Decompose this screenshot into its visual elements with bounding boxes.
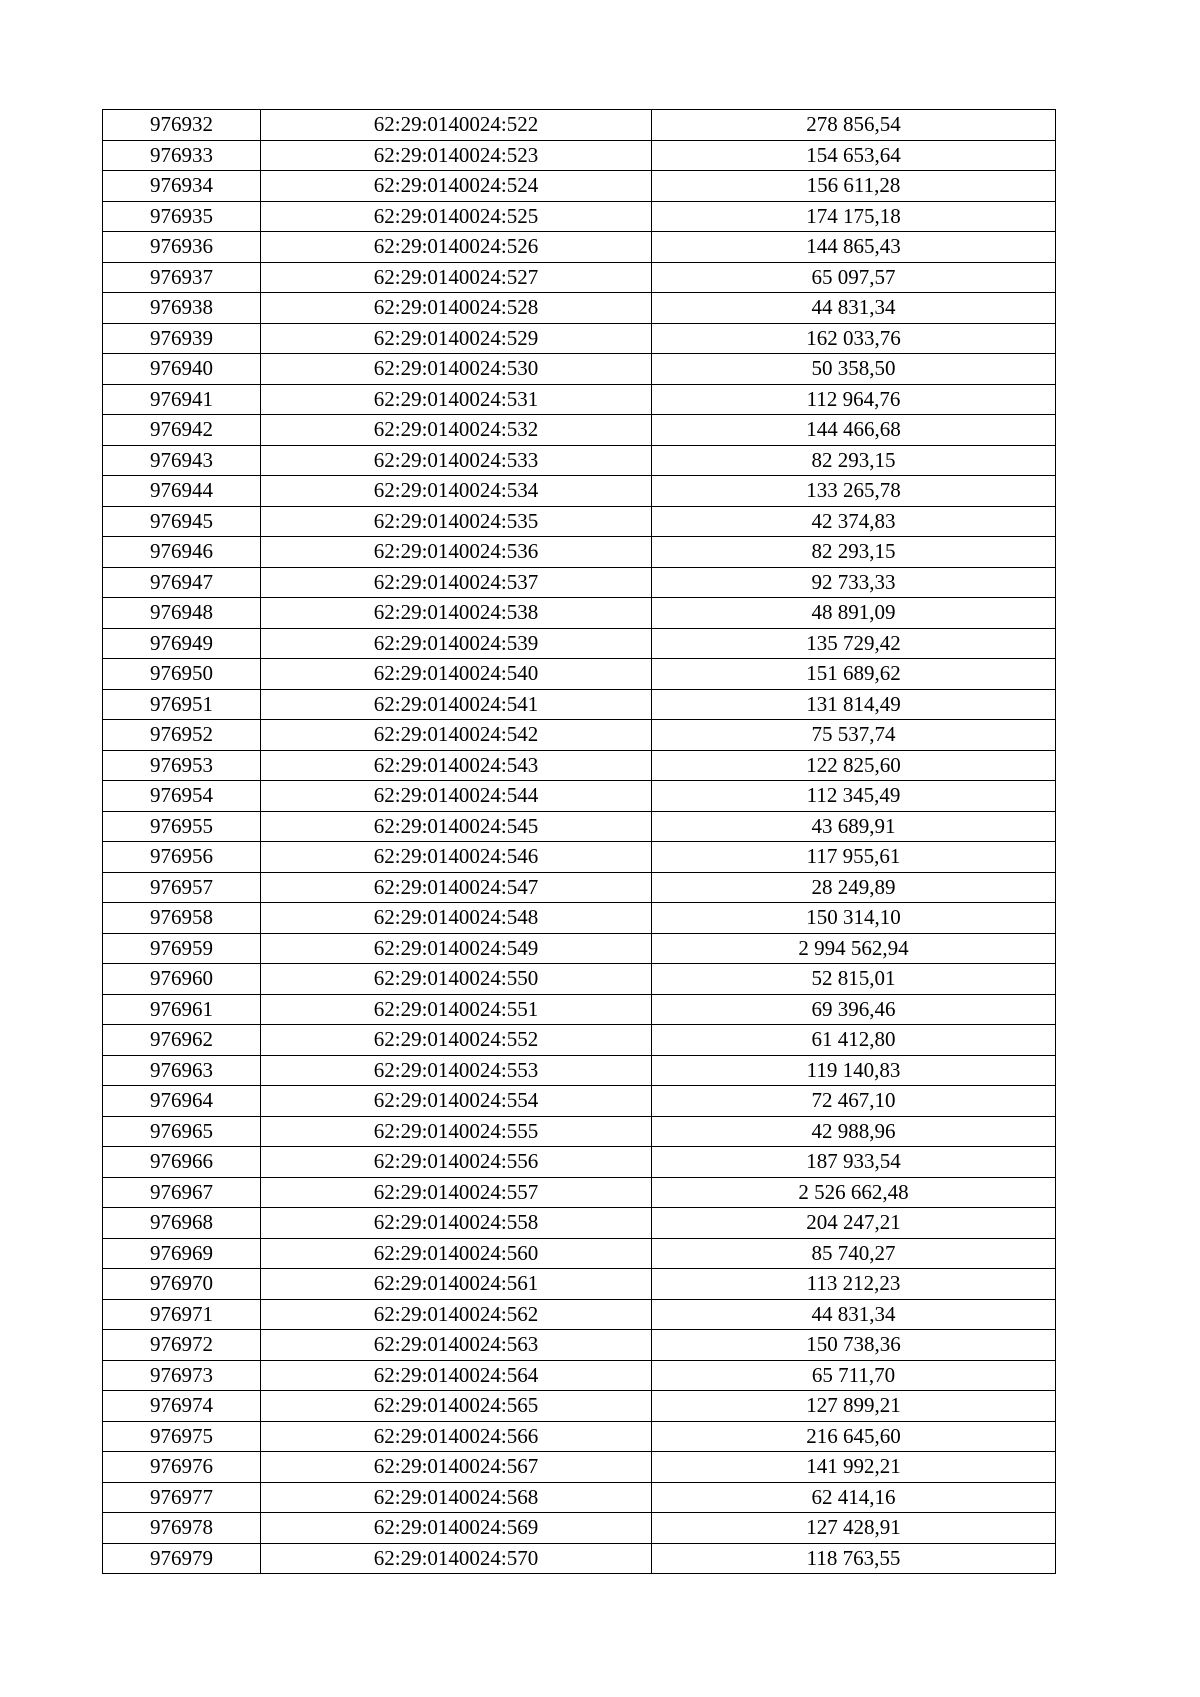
table-row bbox=[103, 1238, 1056, 1269]
cadastral-number-cell: 62:29:0140024:531 bbox=[261, 384, 652, 415]
table-row bbox=[103, 354, 1056, 385]
value-cell: 150 738,36 bbox=[652, 1330, 1056, 1361]
value-cell: 135 729,42 bbox=[652, 628, 1056, 659]
cadastral-number-cell: 62:29:0140024:556 bbox=[261, 1147, 652, 1178]
table-row bbox=[103, 201, 1056, 232]
value-cell: 118 763,55 bbox=[652, 1543, 1056, 1574]
value-cell: 62 414,16 bbox=[652, 1482, 1056, 1513]
row-number-cell: 976977 bbox=[103, 1482, 261, 1513]
row-number-cell: 976972 bbox=[103, 1330, 261, 1361]
table-row bbox=[103, 415, 1056, 446]
value-cell: 122 825,60 bbox=[652, 750, 1056, 781]
value-cell: 127 428,91 bbox=[652, 1513, 1056, 1544]
cadastral-number-cell: 62:29:0140024:563 bbox=[261, 1330, 652, 1361]
value-cell: 154 653,64 bbox=[652, 140, 1056, 171]
table-row bbox=[103, 964, 1056, 995]
row-number-cell: 976953 bbox=[103, 750, 261, 781]
table-row bbox=[103, 750, 1056, 781]
table-row bbox=[103, 567, 1056, 598]
value-cell: 85 740,27 bbox=[652, 1238, 1056, 1269]
table-row bbox=[103, 598, 1056, 629]
table-row bbox=[103, 720, 1056, 751]
table-body bbox=[103, 110, 1056, 1574]
value-cell: 204 247,21 bbox=[652, 1208, 1056, 1239]
row-number-cell: 976940 bbox=[103, 354, 261, 385]
table-row bbox=[103, 445, 1056, 476]
table-row bbox=[103, 323, 1056, 354]
value-cell: 187 933,54 bbox=[652, 1147, 1056, 1178]
table-row bbox=[103, 842, 1056, 873]
cadastral-number-cell: 62:29:0140024:552 bbox=[261, 1025, 652, 1056]
value-cell: 82 293,15 bbox=[652, 537, 1056, 568]
cadastral-number-cell: 62:29:0140024:532 bbox=[261, 415, 652, 446]
row-number-cell: 976947 bbox=[103, 567, 261, 598]
table-row bbox=[103, 537, 1056, 568]
row-number-cell: 976965 bbox=[103, 1116, 261, 1147]
row-number-cell: 976944 bbox=[103, 476, 261, 507]
cadastral-number-cell: 62:29:0140024:565 bbox=[261, 1391, 652, 1422]
value-cell: 50 358,50 bbox=[652, 354, 1056, 385]
table-row bbox=[103, 659, 1056, 690]
row-number-cell: 976969 bbox=[103, 1238, 261, 1269]
cadastral-number-cell: 62:29:0140024:555 bbox=[261, 1116, 652, 1147]
value-cell: 150 314,10 bbox=[652, 903, 1056, 934]
row-number-cell: 976968 bbox=[103, 1208, 261, 1239]
table-row bbox=[103, 140, 1056, 171]
value-cell: 117 955,61 bbox=[652, 842, 1056, 873]
cadastral-number-cell: 62:29:0140024:554 bbox=[261, 1086, 652, 1117]
table-row bbox=[103, 1147, 1056, 1178]
cadastral-number-cell: 62:29:0140024:570 bbox=[261, 1543, 652, 1574]
table-row bbox=[103, 506, 1056, 537]
value-cell: 2 526 662,48 bbox=[652, 1177, 1056, 1208]
cadastral-number-cell: 62:29:0140024:542 bbox=[261, 720, 652, 751]
table-row bbox=[103, 994, 1056, 1025]
value-cell: 127 899,21 bbox=[652, 1391, 1056, 1422]
value-cell: 28 249,89 bbox=[652, 872, 1056, 903]
cadastral-number-cell: 62:29:0140024:541 bbox=[261, 689, 652, 720]
value-cell: 48 891,09 bbox=[652, 598, 1056, 629]
table-row bbox=[103, 262, 1056, 293]
cadastral-number-cell: 62:29:0140024:547 bbox=[261, 872, 652, 903]
table-row bbox=[103, 781, 1056, 812]
cadastral-number-cell: 62:29:0140024:537 bbox=[261, 567, 652, 598]
cadastral-number-cell: 62:29:0140024:549 bbox=[261, 933, 652, 964]
row-number-cell: 976973 bbox=[103, 1360, 261, 1391]
row-number-cell: 976960 bbox=[103, 964, 261, 995]
row-number-cell: 976934 bbox=[103, 171, 261, 202]
value-cell: 144 466,68 bbox=[652, 415, 1056, 446]
cadastral-number-cell: 62:29:0140024:545 bbox=[261, 811, 652, 842]
row-number-cell: 976962 bbox=[103, 1025, 261, 1056]
row-number-cell: 976936 bbox=[103, 232, 261, 263]
cadastral-number-cell: 62:29:0140024:558 bbox=[261, 1208, 652, 1239]
row-number-cell: 976961 bbox=[103, 994, 261, 1025]
cadastral-number-cell: 62:29:0140024:538 bbox=[261, 598, 652, 629]
row-number-cell: 976971 bbox=[103, 1299, 261, 1330]
cadastral-number-cell: 62:29:0140024:543 bbox=[261, 750, 652, 781]
row-number-cell: 976941 bbox=[103, 384, 261, 415]
row-number-cell: 976976 bbox=[103, 1452, 261, 1483]
row-number-cell: 976955 bbox=[103, 811, 261, 842]
row-number-cell: 976949 bbox=[103, 628, 261, 659]
value-cell: 112 345,49 bbox=[652, 781, 1056, 812]
value-cell: 144 865,43 bbox=[652, 232, 1056, 263]
table-row bbox=[103, 1330, 1056, 1361]
value-cell: 65 097,57 bbox=[652, 262, 1056, 293]
cadastral-number-cell: 62:29:0140024:536 bbox=[261, 537, 652, 568]
value-cell: 278 856,54 bbox=[652, 110, 1056, 141]
row-number-cell: 976975 bbox=[103, 1421, 261, 1452]
value-cell: 69 396,46 bbox=[652, 994, 1056, 1025]
row-number-cell: 976933 bbox=[103, 140, 261, 171]
row-number-cell: 976964 bbox=[103, 1086, 261, 1117]
table-row bbox=[103, 1086, 1056, 1117]
row-number-cell: 976946 bbox=[103, 537, 261, 568]
value-cell: 44 831,34 bbox=[652, 1299, 1056, 1330]
row-number-cell: 976967 bbox=[103, 1177, 261, 1208]
cadastral-number-cell: 62:29:0140024:539 bbox=[261, 628, 652, 659]
data-table bbox=[102, 109, 1056, 1574]
row-number-cell: 976937 bbox=[103, 262, 261, 293]
row-number-cell: 976959 bbox=[103, 933, 261, 964]
value-cell: 141 992,21 bbox=[652, 1452, 1056, 1483]
value-cell: 75 537,74 bbox=[652, 720, 1056, 751]
row-number-cell: 976954 bbox=[103, 781, 261, 812]
cadastral-number-cell: 62:29:0140024:535 bbox=[261, 506, 652, 537]
table-row bbox=[103, 1391, 1056, 1422]
table-row bbox=[103, 1513, 1056, 1544]
value-cell: 61 412,80 bbox=[652, 1025, 1056, 1056]
value-cell: 162 033,76 bbox=[652, 323, 1056, 354]
table-row bbox=[103, 1482, 1056, 1513]
table-row bbox=[103, 232, 1056, 263]
cadastral-number-cell: 62:29:0140024:568 bbox=[261, 1482, 652, 1513]
table-row bbox=[103, 1025, 1056, 1056]
row-number-cell: 976943 bbox=[103, 445, 261, 476]
cadastral-number-cell: 62:29:0140024:523 bbox=[261, 140, 652, 171]
value-cell: 72 467,10 bbox=[652, 1086, 1056, 1117]
table-row bbox=[103, 1360, 1056, 1391]
row-number-cell: 976932 bbox=[103, 110, 261, 141]
value-cell: 42 988,96 bbox=[652, 1116, 1056, 1147]
cadastral-number-cell: 62:29:0140024:524 bbox=[261, 171, 652, 202]
row-number-cell: 976979 bbox=[103, 1543, 261, 1574]
cadastral-number-cell: 62:29:0140024:546 bbox=[261, 842, 652, 873]
cadastral-number-cell: 62:29:0140024:526 bbox=[261, 232, 652, 263]
cadastral-number-cell: 62:29:0140024:548 bbox=[261, 903, 652, 934]
row-number-cell: 976951 bbox=[103, 689, 261, 720]
cadastral-number-cell: 62:29:0140024:533 bbox=[261, 445, 652, 476]
cadastral-number-cell: 62:29:0140024:561 bbox=[261, 1269, 652, 1300]
table-row bbox=[103, 1208, 1056, 1239]
cadastral-number-cell: 62:29:0140024:560 bbox=[261, 1238, 652, 1269]
row-number-cell: 976966 bbox=[103, 1147, 261, 1178]
row-number-cell: 976978 bbox=[103, 1513, 261, 1544]
value-cell: 43 689,91 bbox=[652, 811, 1056, 842]
value-cell: 82 293,15 bbox=[652, 445, 1056, 476]
cadastral-number-cell: 62:29:0140024:569 bbox=[261, 1513, 652, 1544]
value-cell: 133 265,78 bbox=[652, 476, 1056, 507]
cadastral-number-cell: 62:29:0140024:530 bbox=[261, 354, 652, 385]
cadastral-number-cell: 62:29:0140024:540 bbox=[261, 659, 652, 690]
cadastral-number-cell: 62:29:0140024:527 bbox=[261, 262, 652, 293]
table-row bbox=[103, 689, 1056, 720]
row-number-cell: 976974 bbox=[103, 1391, 261, 1422]
row-number-cell: 976935 bbox=[103, 201, 261, 232]
table-row bbox=[103, 293, 1056, 324]
cadastral-number-cell: 62:29:0140024:564 bbox=[261, 1360, 652, 1391]
table-row bbox=[103, 384, 1056, 415]
cadastral-number-cell: 62:29:0140024:529 bbox=[261, 323, 652, 354]
row-number-cell: 976942 bbox=[103, 415, 261, 446]
value-cell: 131 814,49 bbox=[652, 689, 1056, 720]
table-row bbox=[103, 1116, 1056, 1147]
row-number-cell: 976950 bbox=[103, 659, 261, 690]
value-cell: 151 689,62 bbox=[652, 659, 1056, 690]
table-row bbox=[103, 171, 1056, 202]
table-row bbox=[103, 933, 1056, 964]
cadastral-number-cell: 62:29:0140024:566 bbox=[261, 1421, 652, 1452]
table-row bbox=[103, 903, 1056, 934]
row-number-cell: 976952 bbox=[103, 720, 261, 751]
value-cell: 112 964,76 bbox=[652, 384, 1056, 415]
value-cell: 113 212,23 bbox=[652, 1269, 1056, 1300]
cadastral-number-cell: 62:29:0140024:567 bbox=[261, 1452, 652, 1483]
table-row bbox=[103, 1421, 1056, 1452]
table-row bbox=[103, 811, 1056, 842]
table-row bbox=[103, 1177, 1056, 1208]
cadastral-number-cell: 62:29:0140024:534 bbox=[261, 476, 652, 507]
cadastral-number-cell: 62:29:0140024:562 bbox=[261, 1299, 652, 1330]
table-row bbox=[103, 1269, 1056, 1300]
value-cell: 156 611,28 bbox=[652, 171, 1056, 202]
value-cell: 119 140,83 bbox=[652, 1055, 1056, 1086]
row-number-cell: 976938 bbox=[103, 293, 261, 324]
row-number-cell: 976957 bbox=[103, 872, 261, 903]
row-number-cell: 976939 bbox=[103, 323, 261, 354]
cadastral-number-cell: 62:29:0140024:550 bbox=[261, 964, 652, 995]
row-number-cell: 976970 bbox=[103, 1269, 261, 1300]
cadastral-number-cell: 62:29:0140024:522 bbox=[261, 110, 652, 141]
value-cell: 44 831,34 bbox=[652, 293, 1056, 324]
row-number-cell: 976963 bbox=[103, 1055, 261, 1086]
table-row bbox=[103, 1055, 1056, 1086]
value-cell: 92 733,33 bbox=[652, 567, 1056, 598]
cadastral-number-cell: 62:29:0140024:557 bbox=[261, 1177, 652, 1208]
row-number-cell: 976948 bbox=[103, 598, 261, 629]
row-number-cell: 976956 bbox=[103, 842, 261, 873]
table-row bbox=[103, 1299, 1056, 1330]
table-row bbox=[103, 1543, 1056, 1574]
table-row bbox=[103, 1452, 1056, 1483]
table-row bbox=[103, 476, 1056, 507]
value-cell: 52 815,01 bbox=[652, 964, 1056, 995]
row-number-cell: 976945 bbox=[103, 506, 261, 537]
value-cell: 42 374,83 bbox=[652, 506, 1056, 537]
table-row bbox=[103, 110, 1056, 141]
cadastral-number-cell: 62:29:0140024:553 bbox=[261, 1055, 652, 1086]
table-row bbox=[103, 872, 1056, 903]
cadastral-number-cell: 62:29:0140024:551 bbox=[261, 994, 652, 1025]
value-cell: 2 994 562,94 bbox=[652, 933, 1056, 964]
cadastral-number-cell: 62:29:0140024:525 bbox=[261, 201, 652, 232]
cadastral-number-cell: 62:29:0140024:528 bbox=[261, 293, 652, 324]
table-row bbox=[103, 628, 1056, 659]
row-number-cell: 976958 bbox=[103, 903, 261, 934]
cadastral-number-cell: 62:29:0140024:544 bbox=[261, 781, 652, 812]
value-cell: 65 711,70 bbox=[652, 1360, 1056, 1391]
value-cell: 174 175,18 bbox=[652, 201, 1056, 232]
value-cell: 216 645,60 bbox=[652, 1421, 1056, 1452]
